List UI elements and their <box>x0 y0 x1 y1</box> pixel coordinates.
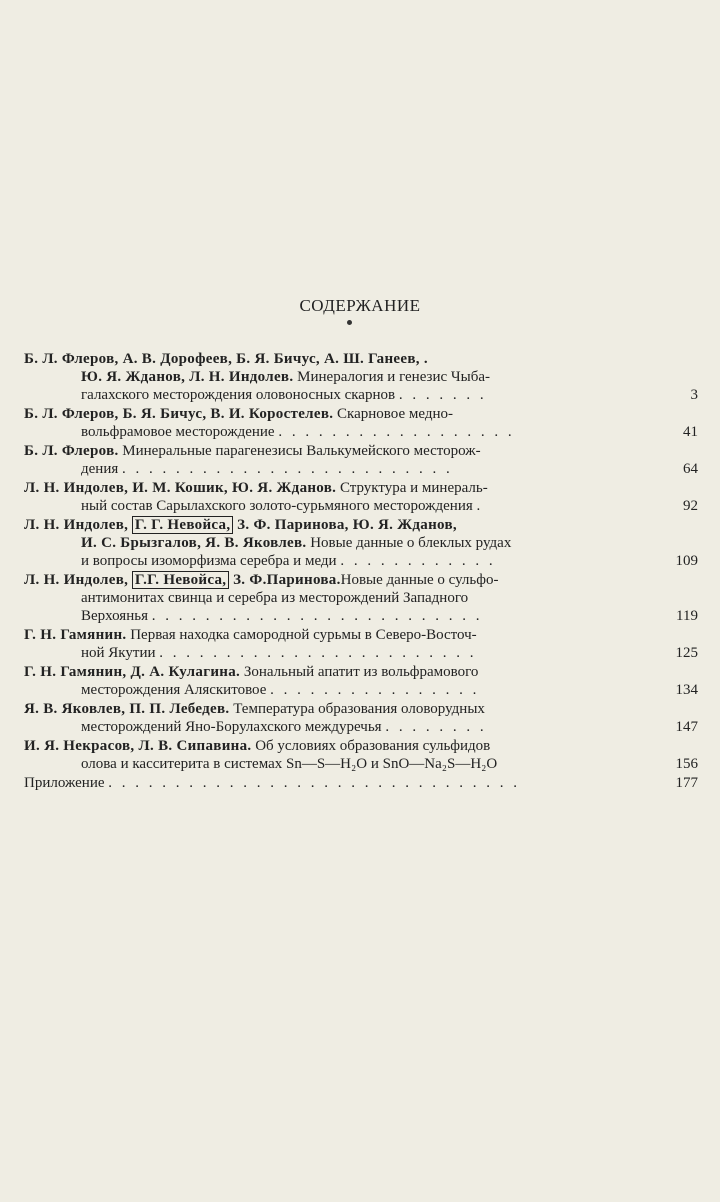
entry-title: Минералогия и генезис Чыба- <box>297 369 491 385</box>
page-title: СОДЕРЖАНИЕ <box>299 296 421 315</box>
entry-title: Минеральные парагенезисы Валькумейского месторож- <box>122 443 481 459</box>
toc-entry[interactable] <box>24 350 698 404</box>
entry-authors: Г. Н. Гамянин, Д. А. Кулагина. <box>24 664 241 680</box>
toc-entry[interactable] <box>24 626 698 662</box>
entry-title: галахского месторождения оловоносных скарнов <box>81 387 396 403</box>
entry-title: Об условиях образования сульфидов <box>255 738 491 754</box>
page-number: 64 <box>683 461 698 477</box>
leader-dots: . . . . . . . . . . . . <box>340 553 496 569</box>
entry-authors: Б. Л. Флеров, А. В. Дорофеев, Б. Я. Бичус, А. Ш. Ганеев, . <box>24 351 428 367</box>
page-number: 156 <box>675 756 698 772</box>
page-number: 125 <box>675 645 698 661</box>
page-number: 92 <box>683 498 698 514</box>
entry-authors: Л. Н. Индолев, И. М. Кошик, Ю. Я. Жданов. <box>24 480 337 496</box>
deceased-author-frame: Г.Г. Невойса, <box>132 571 229 589</box>
page-number: 119 <box>676 608 698 624</box>
entry-authors: Л. Н. Индолев, <box>24 572 129 588</box>
leader-dots: . . . . . . . . . . . . . . . . . . . . . . . . . <box>122 461 453 477</box>
leader-dots: . . . . . . . . . . . . . . . . . . . . . . . . . . . . . . . <box>108 775 521 791</box>
entry-title: Температура образования оловорудных <box>233 701 485 717</box>
page-number: 41 <box>683 424 698 440</box>
entry-authors: И. С. Брызгалов, Я. В. Яковлев. <box>81 535 307 551</box>
entry-authors: Б. Л. Флеров. <box>24 443 119 459</box>
entry-title: Структура и минераль- <box>339 480 488 496</box>
toc-entry[interactable] <box>24 516 698 570</box>
toc-entry[interactable] <box>24 479 698 515</box>
page-number: 109 <box>675 553 698 569</box>
entry-title: Первая находка самородной сурьмы в Северо-Восточ- <box>130 627 477 643</box>
entry-title: ный состав Сарылахского золото-сурьмяного месторождения <box>81 498 473 514</box>
entry-title: антимонитах свинца и серебра из месторождений Западного <box>81 590 469 606</box>
entry-title: Скарновое медно- <box>337 406 453 422</box>
entry-authors: З. Ф.Паринова. <box>233 572 341 588</box>
entry-title: Верхоянья <box>81 608 148 624</box>
leader-dots: . . . . . . . <box>398 387 487 403</box>
entry-title: ной Якутии <box>81 645 156 661</box>
entry-title: олова и касситерита в системах Sn—S—H₂O и SnO—Na₂S—H₂O <box>81 756 498 772</box>
entry-title: вольфрамовое месторождение <box>81 424 275 440</box>
entry-authors: Я. В. Яковлев, П. П. Лебедев. <box>24 701 230 717</box>
entry-authors: Б. Л. Флеров, Б. Я. Бичус, В. И. Коростелев. <box>24 406 334 422</box>
entry-title: Приложение <box>24 775 105 791</box>
entry-title: Новые данные о блеклых рудах <box>310 535 512 551</box>
toc-entry[interactable] <box>24 571 698 625</box>
leader-dots: . . . . . . . . . . . . . . . . . . <box>278 424 515 440</box>
page-number: 3 <box>690 387 698 403</box>
toc-entry[interactable] <box>24 405 698 441</box>
page-number: 177 <box>675 775 698 791</box>
leader-dots: . . . . . . . . . . . . . . . . . . . . . . . . <box>159 645 477 661</box>
entry-title: Зональный апатит из вольфрамового <box>243 664 479 680</box>
toc-entry[interactable] <box>24 700 698 736</box>
toc-entry[interactable] <box>24 737 698 773</box>
entry-authors: Г. Н. Гамянин. <box>24 627 127 643</box>
entry-title: и вопросы изоморфизма серебра и меди <box>81 553 337 569</box>
entry-authors: Л. Н. Индолев, <box>24 517 129 533</box>
leader-dots: . . . . . . . . <box>385 719 487 735</box>
entry-title: дения <box>81 461 119 477</box>
leader-dots: . . . . . . . . . . . . . . . . . . . . . . . . . <box>151 608 483 624</box>
entry-title: месторождения Аляскитовое <box>81 682 267 698</box>
entry-title: Новые данные о сульфо- <box>340 572 499 588</box>
page-number: 147 <box>675 719 698 735</box>
page-number: 134 <box>675 682 698 698</box>
entry-authors: З. Ф. Паринова, Ю. Я. Жданов, <box>237 517 457 533</box>
leader-dots: . <box>476 498 484 514</box>
toc-entry[interactable] <box>24 774 698 792</box>
entry-authors: Ю. Я. Жданов, Л. Н. Индолев. <box>81 369 294 385</box>
entry-authors: И. Я. Некрасов, Л. В. Сипавина. <box>24 738 252 754</box>
deceased-author-frame: Г. Г. Невойса, <box>132 516 233 534</box>
entry-title: месторождений Яно-Борулахского междуречья <box>81 719 382 735</box>
toc-entry[interactable] <box>24 442 698 478</box>
table-of-contents <box>24 350 698 793</box>
leader-dots: . . . . . . . . . . . . . . . . <box>270 682 480 698</box>
toc-entry[interactable] <box>24 663 698 699</box>
heading-ornament <box>347 320 352 325</box>
